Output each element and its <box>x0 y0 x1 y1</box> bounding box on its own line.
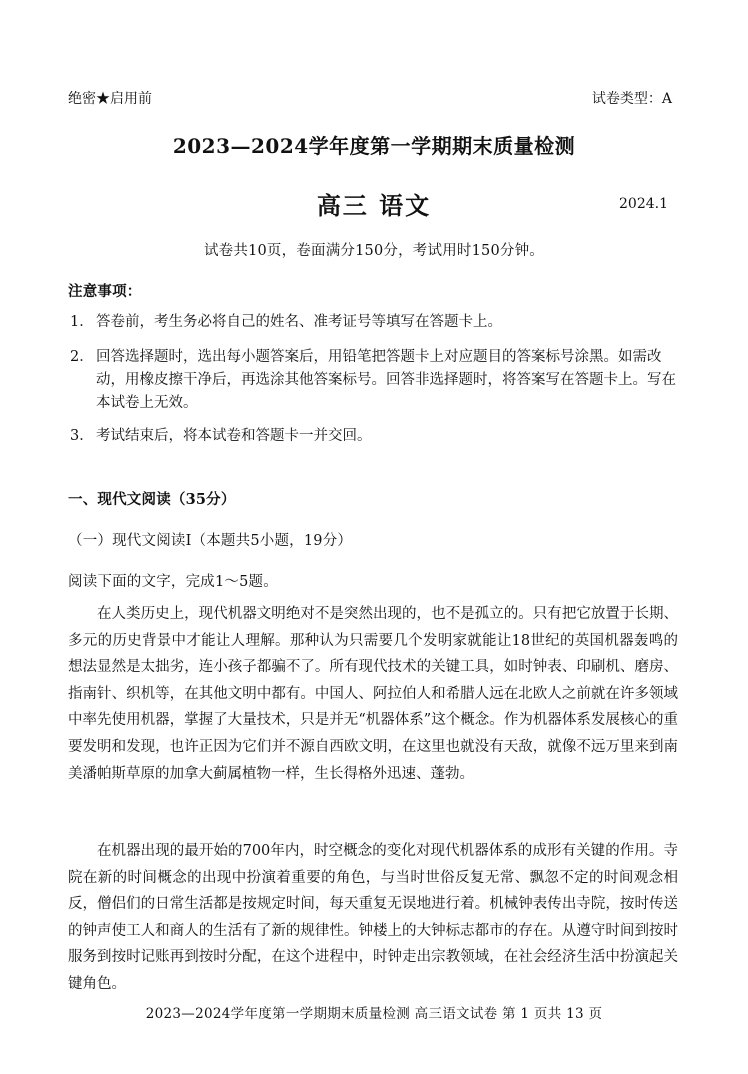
note-text: 考试结束后，将本试卷和答题卡一并交回。 <box>96 428 372 444</box>
page-footer: 2023—2024学年度第一学期期末质量检测 高三语文试卷 第 1 页共 13 页 <box>145 1006 603 1022</box>
note-text: 回答选择题时，选出每小题答案后，用铅笔把答题卡上对应题目的答案标号涂黑。如需改动，用橡皮擦干净后，再选涂其他答案标号。回答非选择题时，将答案写在答题卡上。写在本试卷上无效。 <box>96 349 676 411</box>
sub-section-heading: （一）现代文阅读Ⅰ（本题共5小题，19分） <box>68 533 353 549</box>
note-item <box>70 346 680 415</box>
passage-paragraph: 在人类历史上，现代机器文明绝对不是突然出现的，也不是孤立的。只有把它放置于长期、多元的历史背景中才能让人理解。那种认为只需要几个发明家就能让18世纪的英国机器轰鸣的想法显然是太拙劣，连小孩子都骗不了。所有现代技术的关键工具，如时钟表、印刷机、磨房、指南针、织机等，在其他文明中都有。中国人、阿拉伯人和希腊人远在北欧人之前就在许多领域中率先使用机器，掌握了大量技术，只是并无“机器体系”这个概念。作为机器体系发展核心的重要发明和发现，也许正因为它们并不源自西欧文明，在这里也就没有天敌，就像不远万里来到南美潘帕斯草原的加拿大蓟属植物一样，生长得格外迅速、蓬勃。 <box>68 606 678 782</box>
notes-heading: 注意事项： <box>68 283 142 300</box>
reading-instruction: 阅读下面的文字，完成1～5题。 <box>68 574 278 590</box>
passage-paragraph: 在机器出现的最开始的700年内，时空概念的变化对现代机器体系的成形有关键的作用。寺院在新的时间概念的出现中扮演着重要的角色，与当时世俗反复无常、飘忽不定的时间观念相反，僧侣们的日常生活都是按规定时间，每天重复无误地进行着。机械钟表传出寺院，按时传送的钟声使工人和商人的生活有了新的规律性。钟楼上的大钟标志都市的存在。从遵守时间到按时服务到按时记账再到按时分配，在这个进程中，时钟走出宗教领域，在社会经济生活中扮演起关键角色。 <box>68 843 678 992</box>
note-number: 2． <box>70 349 94 365</box>
exam-date: 2024.1 <box>619 196 668 212</box>
note-item <box>70 311 680 334</box>
note-number: 1． <box>70 314 94 330</box>
note-number: 3． <box>70 428 94 444</box>
note-text: 答卷前，考生务必将自己的姓名、准考证号等填写在答题卡上。 <box>96 314 502 330</box>
exam-title: 2023—2024学年度第一学期期末质量检测 <box>172 134 576 158</box>
section-heading: 一、现代文阅读（35分） <box>68 491 236 508</box>
confidential-label: 绝密★启用前 <box>68 91 152 107</box>
exam-info: 试卷共10页，卷面满分150分，考试用时150分钟。 <box>203 243 544 259</box>
note-item <box>70 425 680 448</box>
subject-title: 高三 语文 <box>316 191 432 220</box>
paper-type-label: 试卷类型：A <box>591 91 672 107</box>
